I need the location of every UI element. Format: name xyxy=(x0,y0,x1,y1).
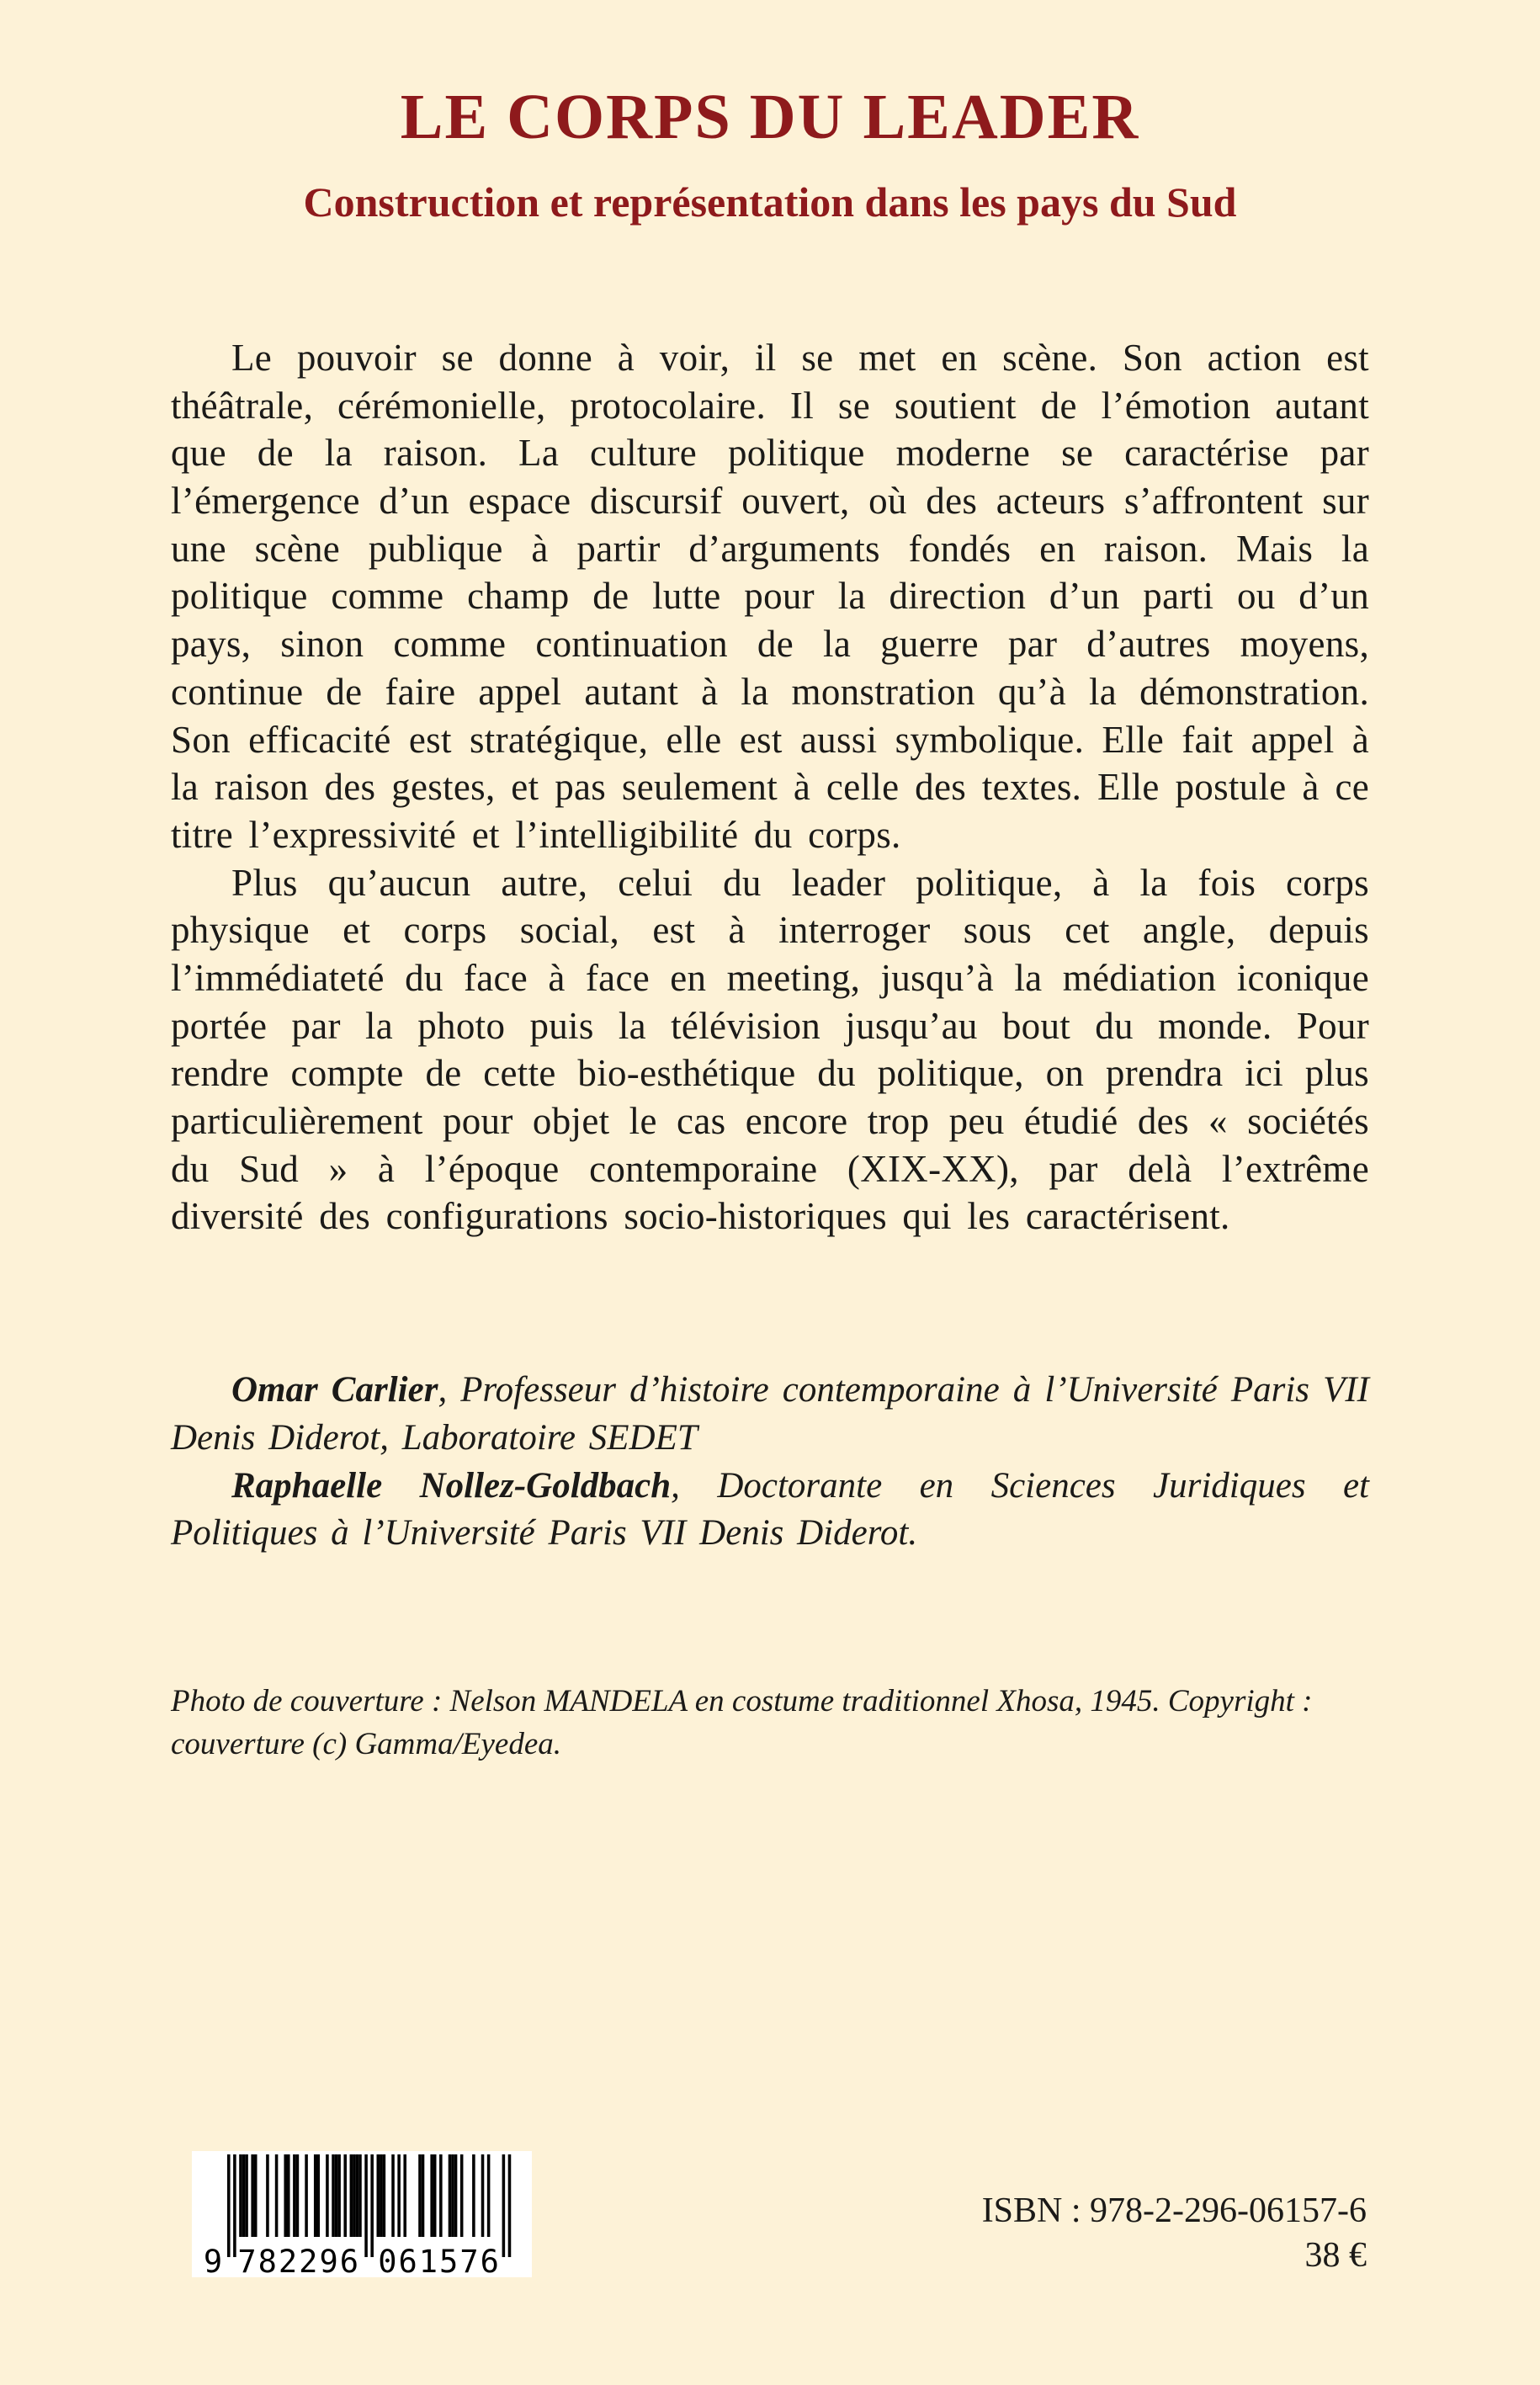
svg-text:061576: 061576 xyxy=(378,2244,501,2277)
author-line xyxy=(171,1463,1369,1559)
svg-text:9: 9 xyxy=(203,2244,223,2277)
photo-credit: Photo de couverture : Nelson MANDELA en costume traditionnel Xhosa, 1945. Copyright : couverture (c) Gamma/Eyedea. xyxy=(171,1684,1313,1762)
synopsis-paragraph-1: Le pouvoir se donne à voir, il se met en scène. Son action est théâtrale, cérémonielle, protocolaire. Il se soutient de l’émotion autant que de la raison. La culture politique moderne se caractérise par l’émergence d’un espace discursif ouvert, où des acteurs s’affrontent sur une scène publique à partir d’arguments fondés en raison. Mais la politique comme champ de lutte pour la direction d’un parti ou d’un pays, sinon comme continuation de la guerre par d’autres moyens, continue de faire appel autant à la monstration qu’à la démonstration. Son efficacité est stratégique, elle est aussi symbolique. Elle fait appel à la raison des gestes, et pas seulement à celle des textes. Elle postule à ce titre l’expressivité et l’intelligibilité du corps. xyxy=(171,337,1369,856)
author-line xyxy=(171,1367,1369,1463)
author-name: Raphaelle Nollez-Goldbach xyxy=(231,1465,672,1506)
svg-text:782296: 782296 xyxy=(237,2244,361,2277)
author-role: , Professeur d’histoire contemporaine à l’Université Paris VII Denis Diderot, Laboratoire SEDET xyxy=(171,1370,1369,1458)
authors-section xyxy=(171,1367,1369,1558)
author-role: , Doctorante en Sciences Juridiques et Politiques à l’Université Paris VII Denis Diderot. xyxy=(171,1465,1370,1554)
synopsis xyxy=(171,334,1369,1240)
barcode-bars xyxy=(192,2151,532,2277)
barcode xyxy=(192,2151,532,2277)
isbn-block xyxy=(982,2189,1367,2280)
price: 38 € xyxy=(1304,2236,1367,2276)
synopsis-paragraph-2: Plus qu’aucun autre, celui du leader politique, à la fois corps physique et corps social, est à interroger sous cet angle, depuis l’immédiateté du face à face en meeting, jusqu’à la médiation iconique portée par la photo puis la télévision jusqu’au bout du monde. Pour rendre compte de cette bio-esthétique du politique, on prendra ici plus particulièrement pour objet le cas encore trop peu étudié des « sociétés du Sud » à l’époque contemporaine (XIX-XX), par delà l’extrême diversité des configurations socio-historiques qui les caractérisent. xyxy=(171,861,1369,1238)
book-subtitle: Construction et représentation dans les pays du Sud xyxy=(303,178,1237,226)
author-name: Omar Carlier xyxy=(231,1370,438,1410)
isbn: ISBN : 978-2-296-06157-6 xyxy=(981,2191,1367,2230)
book-title: LE CORPS DU LEADER xyxy=(400,82,1140,152)
